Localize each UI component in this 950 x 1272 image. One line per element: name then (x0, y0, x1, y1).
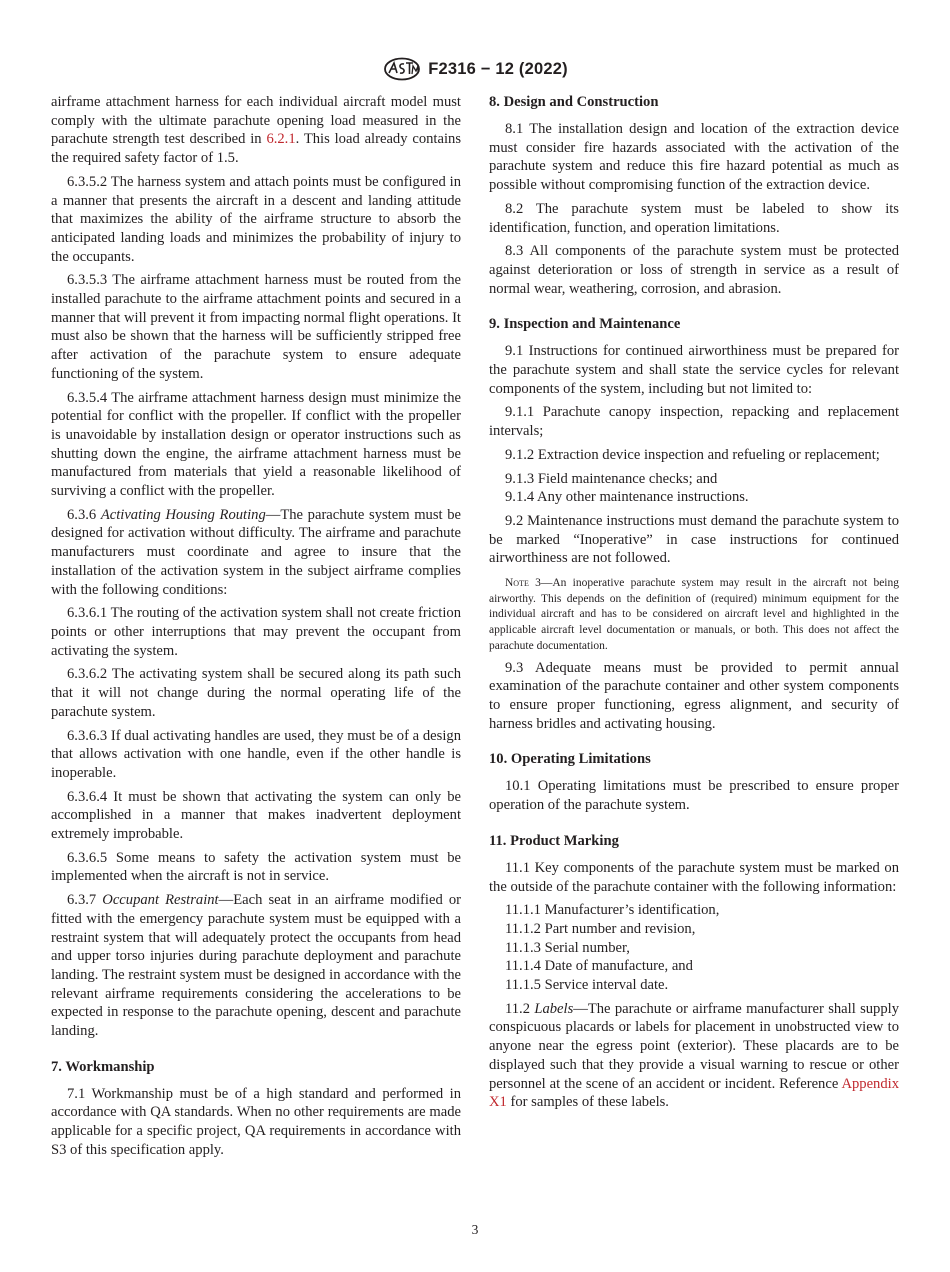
page-header (0, 56, 950, 82)
paragraph-10-1: 10.1 Operating limitations must be prescribed to ensure proper operation of the parachute system. (489, 778, 899, 814)
paragraph-6-3-5-2: 6.3.5.2 The harness system and attach points must be configured in a manner that presents the aircraft in a descent and landing attitude that maximizes the ability of the airframe structure to absorb the anticipated landing loads and minimizes the probability of injury to the occupants. (51, 173, 461, 265)
note-body: —An inoperative parachute system may result in the aircraft not being airworthy. This depends on the definition of (required) minimum equipment for the individual aircraft and has to be considered on aircraft level and highlighted in the applicable aircraft level documentation or manuals, or both. This does not affect the parachute documentation. (489, 577, 900, 652)
link-6-2-1[interactable]: 6.2.1 (266, 131, 296, 148)
paragraph-9-2: 9.2 Maintenance instructions must demand the parachute system to be marked “Inoperative” in case instructions for continued airworthiness are not followed. (489, 512, 899, 567)
text: for samples of these labels. (506, 1094, 669, 1111)
astm-logo-icon (382, 57, 422, 81)
section-title: Occupant Restraint (102, 892, 219, 909)
list-item-9-1-1: 9.1.1 Parachute canopy inspection, repacking and replacement intervals; (489, 404, 899, 440)
right-column (489, 93, 899, 1117)
note-label: Note 3 (505, 577, 541, 590)
text: airframe attachment harness for each individual aircraft model must comply with the ultimate parachute opening load measured in the parachute strength test described in (51, 94, 461, 148)
heading-inspection-and-maintenance: 9. Inspection and Maintenance (489, 316, 681, 333)
text: —The parachute or airframe manufacturer shall supply conspicuous placards or labels for placement in unobstructed view to anyone near the egress point (exterior). These placards are to be displayed such that they provide a visual warning to rescue or other personnel at the scene of an accident or incident. Reference (489, 1000, 900, 1092)
section-number: 6.3.6 (67, 506, 101, 523)
list-item-9-1-2: 9.1.2 Extraction device inspection and refueling or replacement; (505, 446, 880, 463)
section-number: 11.2 (505, 1000, 535, 1017)
paragraph-9-3: 9.3 Adequate means must be provided to permit annual examination of the parachute container and other system components to ensure proper functioning, egress alignment, and security of harness bridles and activating housing. (489, 659, 899, 732)
paragraph-9-1: 9.1 Instructions for continued airworthiness must be prepared for the parachute system and shall state the service cycles for relevant components of the system, including but not limited to: (489, 343, 899, 397)
paragraph-6-3-6-4: 6.3.6.4 It must be shown that activating the system can only be accomplished in a manner that makes inadvertent deployment extremely improbable. (51, 788, 461, 843)
note-3 (489, 576, 899, 655)
list-item-11-1-2: 11.1.2 Part number and revision, (505, 920, 696, 937)
list-item-11-1-5: 11.1.5 Service interval date. (505, 977, 669, 994)
paragraph-11-1: 11.1 Key components of the parachute system must be marked on the outside of the parachute container with the following information: (489, 859, 899, 895)
paragraph-8-3: 8.3 All components of the parachute system must be protected against deterioration or loss of strength in service as a result of normal wear, weathering, corrosion, and abrasion. (489, 243, 899, 297)
section-title: Labels (534, 1000, 574, 1017)
heading-operating-limitations: 10. Operating Limitations (489, 751, 651, 768)
section-number: 6.3.7 (67, 892, 103, 909)
paragraph-6-3-5-3: 6.3.5.3 The airframe attachment harness must be routed from the installed parachute to the airframe attachment points and secured in a manner that will prevent it from impacting normal flight operations. It must also be shown that the harness will be sufficiently stripped free after activation of the parachute system to ensure adequate functioning of the system. (51, 272, 461, 382)
text: . This load already contains the required safety factor of 1.5. (51, 131, 461, 167)
paragraph-6-3-6 (51, 506, 461, 600)
heading-workmanship: 7. Workmanship (51, 1058, 155, 1075)
list-item-11-1-3: 11.1.3 Serial number, (505, 939, 630, 956)
paragraph-6-3-6-3: 6.3.6.3 If dual activating handles are used, they must be of a design that allows activation with one handle, even if the other handle is inoperable. (51, 727, 461, 781)
paragraph-6-3-5-4: 6.3.5.4 The airframe attachment harness design must minimize the potential for conflict with the propeller. If conflict with the propeller is unavoidable by installation design or operator instructions such as shutting down the engine, the airframe attachment harness must be manufactured from materials that yield a reasonable likelihood of surviving a conflict with the propeller. (51, 389, 461, 500)
paragraph-6-3-6-1: 6.3.6.1 The routing of the activation system shall not create friction points or other interruptions that may prevent the occupant from activating the system. (51, 605, 461, 659)
paragraph-6-3-6-5: 6.3.6.5 Some means to safety the activation system must be implemented when the aircraft is not in service. (51, 849, 461, 885)
paragraph-8-1: 8.1 The installation design and location of the extraction device must consider fire hazards associated with the activation of the parachute system and reduce this fire hazard potential as much as possible without compromising function of the extraction device. (489, 121, 899, 194)
list-item-11-1-1: 11.1.1 Manufacturer’s identification, (505, 902, 720, 919)
page-number: 3 (471, 1222, 479, 1237)
link-appendix-x1[interactable]: Appendix X1 (489, 1075, 899, 1111)
paragraph-6-3-5-1-continued (51, 93, 461, 168)
paragraph-7-1: 7.1 Workmanship must be of a high standard and performed in accordance with QA standards. When no other requirements are made applicable for a specific project, QA requirements in accordance with S3 of this specification apply. (51, 1085, 461, 1158)
text: —The parachute system must be designed for activation without difficulty. The airframe and parachute manufacturers must coordinate and agree to insure that the installation of the activation system in the subject airframe complies with the following conditions: (51, 506, 461, 598)
list-item-9-1-4: 9.1.4 Any other maintenance instructions. (505, 489, 749, 506)
list-item-11-1-4: 11.1.4 Date of manufacture, and (505, 958, 693, 975)
paragraph-6-3-7 (51, 891, 461, 1041)
document-designation: F2316 − 12 (2022) (428, 59, 568, 78)
heading-product-marking: 11. Product Marking (489, 832, 619, 849)
left-column (51, 93, 461, 1165)
section-title: Activating Housing Routing (100, 506, 266, 523)
list-item-9-1-3: 9.1.3 Field maintenance checks; and (505, 470, 718, 487)
heading-design-and-construction: 8. Design and Construction (489, 94, 659, 110)
text: —Each seat in an airframe modified or fitted with the emergency parachute system must be equipped with a restraint system that will adequately protect the occupants from head and upper torso injuries during parachute deployment and parachute landing. The restraint system must be designed in accordance with the relevant airframe requirements considering the accelerations to be expected in response to the parachute opening, descent and parachute landing. (51, 892, 461, 1040)
paragraph-8-2: 8.2 The parachute system must be labeled to show its identification, function, and operation limitations. (489, 200, 899, 236)
paragraph-11-2 (489, 1000, 899, 1112)
paragraph-6-3-6-2: 6.3.6.2 The activating system shall be secured along its path such that it will not change during the normal operating life of the parachute system. (51, 666, 461, 720)
